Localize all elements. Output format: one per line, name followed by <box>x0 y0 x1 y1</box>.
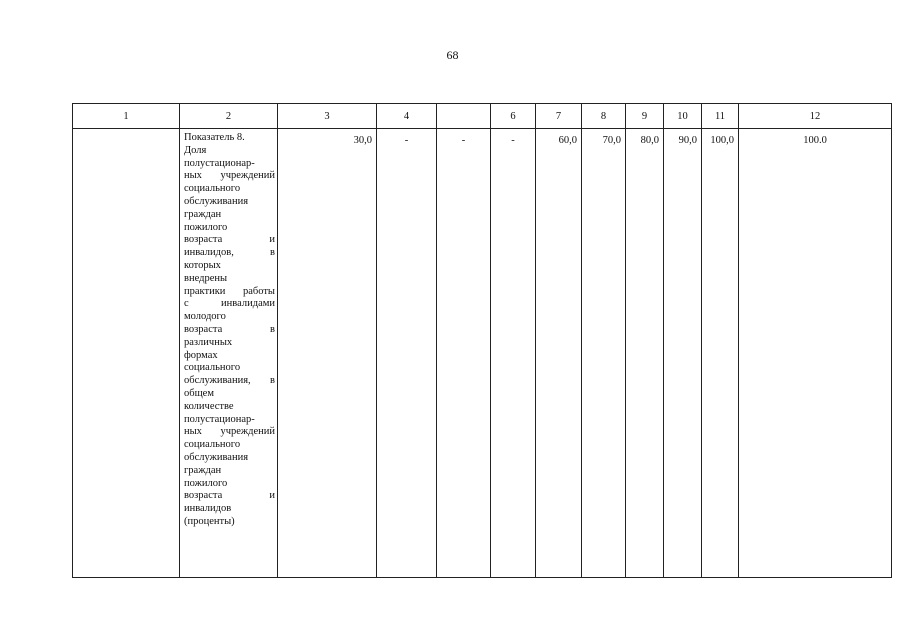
header-cell-5 <box>437 104 491 129</box>
indicator-line: Показатель 8. <box>184 132 245 143</box>
indicator-line: социального <box>184 183 241 195</box>
cell-col3: 30,0 <box>278 129 377 578</box>
indicator-line: ных учреждений <box>184 426 275 438</box>
header-cell-3: 3 <box>278 104 377 129</box>
header-cell-7: 7 <box>536 104 582 129</box>
indicator-line: количестве <box>184 400 234 412</box>
header-cell-9: 9 <box>626 104 664 129</box>
indicator-line: обслуживания, в <box>184 375 275 387</box>
indicator-line: граждан <box>184 208 222 220</box>
indicator-line: с инвалидами <box>184 298 275 310</box>
table-row <box>73 129 892 578</box>
indicator-line: пожилого <box>184 221 228 233</box>
indicator-line: внедрены <box>184 272 228 284</box>
page-number: 68 <box>446 48 459 62</box>
cell-col1 <box>73 129 180 578</box>
header-cell-6: 6 <box>491 104 536 129</box>
header-row <box>73 104 892 129</box>
indicator-line: общем <box>184 387 214 399</box>
indicator-line: полустационар- <box>184 413 255 425</box>
indicator-line: обслуживания <box>184 195 249 207</box>
header-cell-2: 2 <box>180 104 278 129</box>
cell-col9: 80,0 <box>626 129 664 578</box>
indicator-line: инвалидов, в <box>184 247 275 259</box>
indicator-line: различных <box>184 336 233 348</box>
indicator-line: возраста и <box>184 234 275 246</box>
indicator-line: пожилого <box>184 477 228 489</box>
indicator-line: практики работы <box>184 285 275 297</box>
indicator-line: Доля <box>184 144 207 156</box>
indicator-line: формах <box>184 349 218 361</box>
header-cell-10: 10 <box>664 104 702 129</box>
header-cell-8: 8 <box>582 104 626 129</box>
cell-col8: 70,0 <box>582 129 626 578</box>
header-cell-4: 4 <box>377 104 437 129</box>
header-cell-12: 12 <box>739 104 892 129</box>
indicator-line: возраста в <box>184 323 275 335</box>
cell-col4: - <box>377 129 437 578</box>
indicator-line: молодого <box>184 311 226 323</box>
indicator-line: социального <box>184 362 241 374</box>
indicator-line: инвалидов <box>184 503 232 515</box>
indicator-description-cell <box>180 129 278 578</box>
indicator-line: которых <box>184 259 221 271</box>
header-cell-1: 1 <box>73 104 180 129</box>
indicator-line: полустационар- <box>184 157 255 169</box>
indicator-line: граждан <box>184 464 222 476</box>
indicator-line: возраста и <box>184 490 275 502</box>
indicator-line: ных учреждений <box>184 170 275 182</box>
data-table <box>72 103 892 578</box>
cell-col6: - <box>491 129 536 578</box>
cell-col11: 100,0 <box>702 129 739 578</box>
indicator-description <box>184 132 275 529</box>
cell-col7: 60,0 <box>536 129 582 578</box>
indicator-line: обслуживания <box>184 451 249 463</box>
indicator-line: социального <box>184 439 241 451</box>
indicator-line: (проценты) <box>184 515 235 527</box>
cell-col10: 90,0 <box>664 129 702 578</box>
cell-col12: 100.0 <box>739 129 892 578</box>
header-cell-11: 11 <box>702 104 739 129</box>
cell-col5: - <box>437 129 491 578</box>
